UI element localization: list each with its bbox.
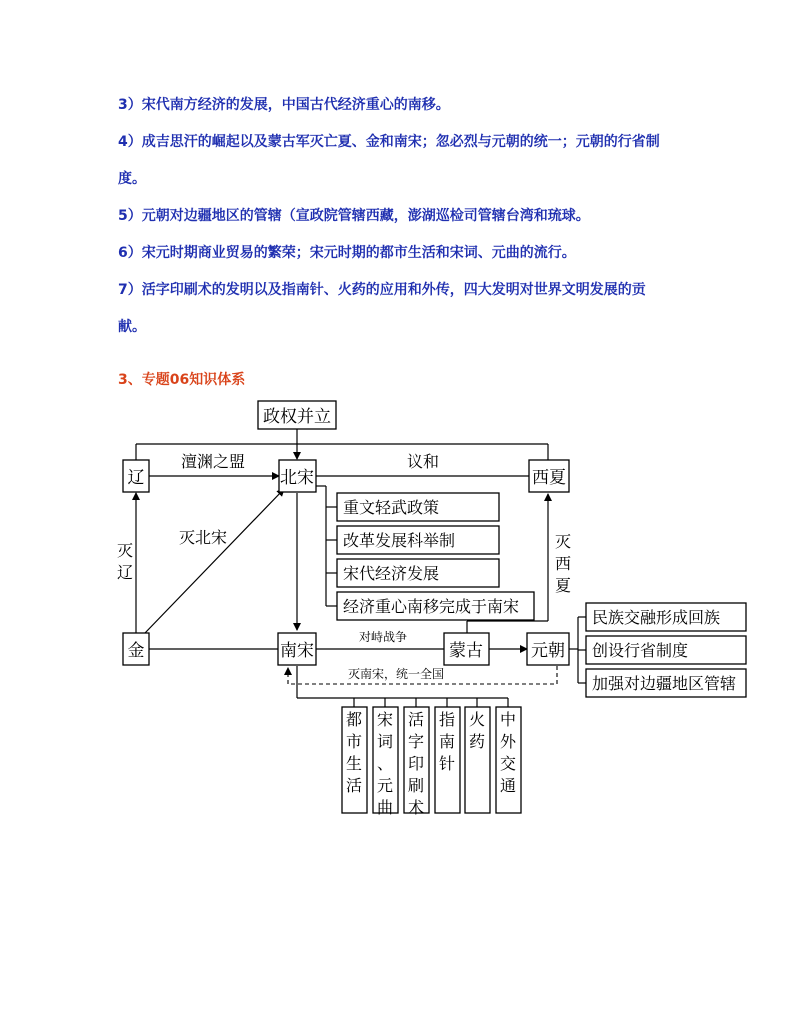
culture-item-3-label xyxy=(439,710,455,773)
culture-item-1 xyxy=(373,707,398,817)
text-line-6: 6）宋元时期商业贸易的繁荣；宋元时期的都市生活和宋词、元曲的流行。 xyxy=(118,245,576,261)
song-item-1 xyxy=(337,526,499,554)
text-line-3: 3）宋代南方经济的发展，中国古代经济重心的南移。 xyxy=(118,97,450,113)
song-item-3-label: 经济重心南移完成于南宋 xyxy=(343,597,520,616)
node-root-label: 政权并立 xyxy=(263,407,331,427)
edge-label-mie-liao xyxy=(117,541,133,582)
edge-label-mie-beisong: 灭北宋 xyxy=(178,528,228,547)
culture-item-2-label-text: 活字印刷术 xyxy=(407,710,425,817)
culture-item-0-label-text: 都市生活 xyxy=(345,710,363,795)
culture-item-5-label-text: 中外交通 xyxy=(499,710,517,795)
yuan-item-2 xyxy=(586,669,746,697)
text-line-7: 7）活字印刷术的发明以及指南针、火药的应用和外传，四大发明对世界文明发展的贡 xyxy=(118,282,646,298)
section-heading: 3、专题06知识体系 xyxy=(118,372,246,388)
song-item-0-label: 重文轻武政策 xyxy=(343,498,440,517)
text-line-7-cont: 献。 xyxy=(118,319,146,335)
edge-label-yihe: 议和 xyxy=(406,452,440,471)
node-north-song xyxy=(279,460,316,492)
edge-label-mie-xixia-text: 灭西夏 xyxy=(554,532,572,595)
node-liao xyxy=(123,460,149,492)
node-south-song-label: 南宋 xyxy=(280,641,314,661)
node-liao-label: 辽 xyxy=(127,468,145,488)
text-line-4: 4）成吉思汗的崛起以及蒙古军灭亡夏、金和南宋；忽必烈与元朝的统一；元朝的行省制 xyxy=(118,134,660,150)
node-west-xia-label: 西夏 xyxy=(532,468,566,488)
song-item-2 xyxy=(337,559,499,587)
node-yuan-label: 元朝 xyxy=(531,641,565,661)
culture-item-3 xyxy=(435,707,460,813)
yuan-item-0 xyxy=(586,603,746,631)
node-mongol-label: 蒙古 xyxy=(449,641,483,661)
node-south-song xyxy=(278,633,316,665)
node-mongol xyxy=(444,633,489,665)
node-north-song-label: 北宋 xyxy=(280,468,314,488)
edge-label-mie-xixia xyxy=(555,532,571,595)
culture-item-5 xyxy=(496,707,521,813)
node-jin xyxy=(123,633,149,665)
node-west-xia xyxy=(529,460,569,492)
song-item-0 xyxy=(337,493,499,521)
edge-label-mie-liao-text: 灭辽 xyxy=(116,541,134,582)
culture-item-2-label xyxy=(408,710,424,817)
node-jin-label: 金 xyxy=(127,641,145,661)
node-root xyxy=(258,401,336,429)
yuan-item-1-label: 创设行省制度 xyxy=(592,641,689,660)
text-line-4-cont: 度。 xyxy=(118,171,146,187)
yuan-item-1 xyxy=(586,636,746,664)
culture-item-4 xyxy=(465,707,490,813)
song-item-2-label: 宋代经济发展 xyxy=(343,564,440,583)
text-line-5: 5）元朝对边疆地区的管辖（宣政院管辖西藏，澎湖巡检司管辖台湾和琉球。 xyxy=(118,208,590,224)
yuan-item-2-label: 加强对边疆地区管辖 xyxy=(592,674,737,693)
edge-label-duizhi: 对峙战争 xyxy=(358,630,408,644)
culture-item-3-label-text: 指南针 xyxy=(438,710,456,773)
song-item-1-label: 改革发展科举制 xyxy=(343,531,456,550)
culture-item-0 xyxy=(342,707,367,813)
culture-item-1-label-text: 宋词、元曲 xyxy=(376,710,394,817)
yuan-item-0-label: 民族交融形成回族 xyxy=(592,608,721,627)
culture-item-2 xyxy=(404,707,429,817)
edge-label-chanyuan: 澶渊之盟 xyxy=(180,452,246,471)
edge-label-mie-nansong: 灭南宋，统一全国 xyxy=(347,667,445,681)
culture-item-4-label-text: 火药 xyxy=(468,710,486,751)
node-yuan xyxy=(527,633,569,665)
culture-item-1-label xyxy=(377,710,393,817)
song-item-3 xyxy=(337,592,534,620)
